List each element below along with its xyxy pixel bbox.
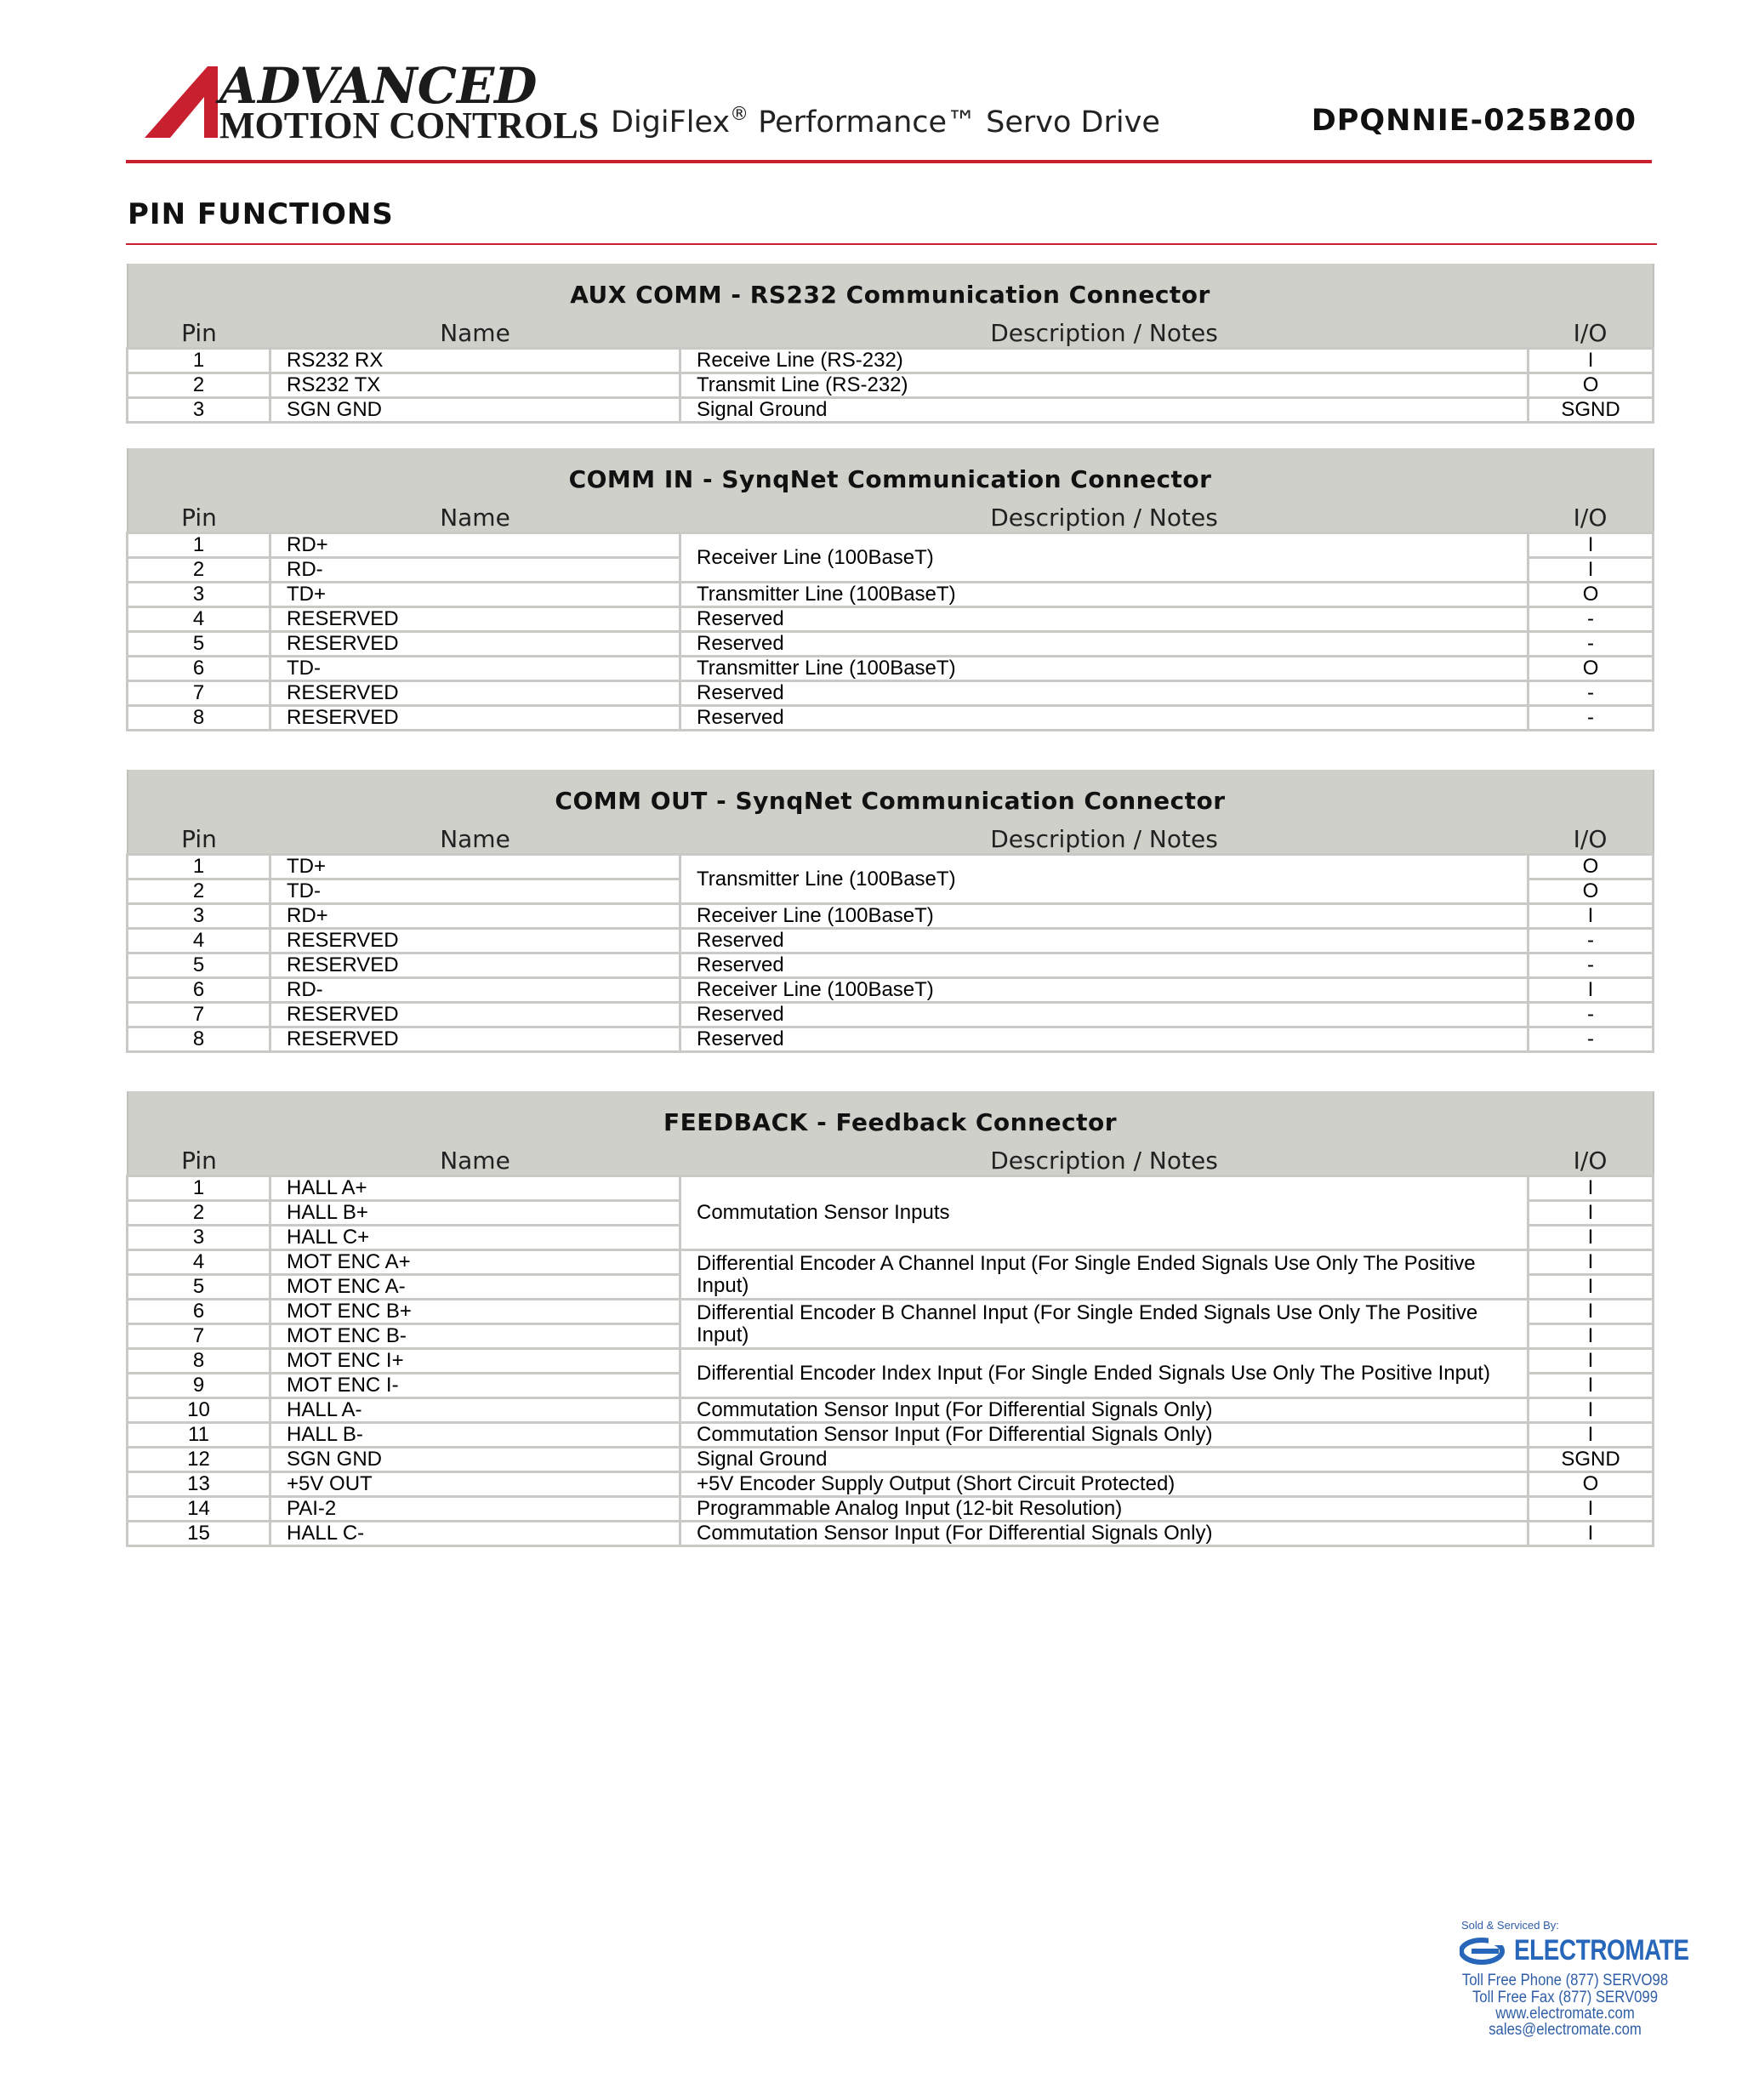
desc-cell: Receive Line (RS-232) bbox=[680, 349, 1529, 373]
io-cell: I bbox=[1529, 1201, 1654, 1226]
name-cell: RESERVED bbox=[270, 929, 680, 953]
pin-cell: 4 bbox=[128, 607, 270, 632]
pin-cell: 10 bbox=[128, 1398, 270, 1423]
col-header-desc: Description / Notes bbox=[680, 501, 1529, 533]
desc-cell: Programmable Analog Input (12-bit Resolution) bbox=[680, 1497, 1529, 1522]
name-cell: RD+ bbox=[270, 904, 680, 929]
io-cell: O bbox=[1529, 855, 1654, 879]
col-header-name: Name bbox=[270, 316, 680, 349]
io-cell: SGND bbox=[1529, 398, 1654, 423]
io-cell: I bbox=[1529, 1275, 1654, 1300]
table-row bbox=[128, 1448, 1654, 1472]
io-cell: I bbox=[1529, 1176, 1654, 1201]
name-cell: TD- bbox=[270, 657, 680, 681]
table-row bbox=[128, 1497, 1654, 1522]
col-header-desc: Description / Notes bbox=[680, 1144, 1529, 1176]
pin-cell: 1 bbox=[128, 1176, 270, 1201]
table-row bbox=[128, 1423, 1654, 1448]
section-title: PIN FUNCTIONS bbox=[128, 197, 394, 231]
pin-cell: 4 bbox=[128, 1250, 270, 1275]
table-row bbox=[128, 929, 1654, 953]
name-cell: TD+ bbox=[270, 855, 680, 879]
table-title: FEEDBACK - Feedback Connector bbox=[128, 1091, 1654, 1144]
header-divider bbox=[126, 160, 1652, 163]
col-header-name: Name bbox=[270, 1144, 680, 1176]
table-row bbox=[128, 1027, 1654, 1052]
table-row bbox=[128, 953, 1654, 978]
name-cell: RESERVED bbox=[270, 607, 680, 632]
name-cell: RESERVED bbox=[270, 953, 680, 978]
io-cell: - bbox=[1529, 607, 1654, 632]
desc-cell: Reserved bbox=[680, 607, 1529, 632]
name-cell: HALL C+ bbox=[270, 1226, 680, 1250]
name-cell: TD+ bbox=[270, 583, 680, 607]
io-cell: I bbox=[1529, 904, 1654, 929]
table-row bbox=[128, 1349, 1654, 1374]
table-row bbox=[128, 583, 1654, 607]
pin-cell: 3 bbox=[128, 904, 270, 929]
footer-website[interactable]: www.electromate.com bbox=[1495, 2005, 1635, 2023]
io-cell: I bbox=[1529, 1522, 1654, 1546]
name-cell: RESERVED bbox=[270, 1027, 680, 1052]
name-cell: RS232 TX bbox=[270, 373, 680, 398]
desc-cell: Reserved bbox=[680, 681, 1529, 706]
desc-cell: Differential Encoder B Channel Input (For Single Ended Signals Use Only The Positive Input) bbox=[680, 1300, 1529, 1349]
desc-cell: Transmitter Line (100BaseT) bbox=[680, 583, 1529, 607]
desc-cell: Reserved bbox=[680, 632, 1529, 657]
table-row bbox=[128, 681, 1654, 706]
col-header-pin: Pin bbox=[128, 501, 270, 533]
distributor-footer bbox=[1446, 1919, 1689, 2039]
io-cell: I bbox=[1529, 1398, 1654, 1423]
desc-cell: Reserved bbox=[680, 929, 1529, 953]
name-cell: RD- bbox=[270, 558, 680, 583]
pin-cell: 5 bbox=[128, 1275, 270, 1300]
table-row bbox=[128, 349, 1654, 373]
col-header-pin: Pin bbox=[128, 822, 270, 855]
pin-cell: 8 bbox=[128, 706, 270, 731]
name-cell: RD- bbox=[270, 978, 680, 1003]
io-cell: I bbox=[1529, 1374, 1654, 1398]
io-cell: I bbox=[1529, 349, 1654, 373]
name-cell: SGN GND bbox=[270, 398, 680, 423]
page-header bbox=[0, 0, 1742, 170]
table-row bbox=[128, 373, 1654, 398]
io-cell: - bbox=[1529, 706, 1654, 731]
table-row bbox=[128, 657, 1654, 681]
name-cell: MOT ENC I+ bbox=[270, 1349, 680, 1374]
feedback-table bbox=[126, 1091, 1654, 1547]
pin-cell: 6 bbox=[128, 1300, 270, 1324]
desc-cell: Commutation Sensor Input (For Differential Signals Only) bbox=[680, 1398, 1529, 1423]
table-row bbox=[128, 1472, 1654, 1497]
io-cell: SGND bbox=[1529, 1448, 1654, 1472]
pin-cell: 5 bbox=[128, 632, 270, 657]
col-header-io: I/O bbox=[1529, 316, 1654, 349]
table-row bbox=[128, 1300, 1654, 1324]
table-row bbox=[128, 978, 1654, 1003]
io-cell: - bbox=[1529, 1027, 1654, 1052]
table-row bbox=[128, 1176, 1654, 1201]
col-header-desc: Description / Notes bbox=[680, 822, 1529, 855]
company-logo bbox=[145, 57, 600, 146]
desc-cell: Reserved bbox=[680, 1003, 1529, 1027]
desc-cell: Reserved bbox=[680, 1027, 1529, 1052]
col-header-io: I/O bbox=[1529, 822, 1654, 855]
io-cell: O bbox=[1529, 657, 1654, 681]
io-cell: O bbox=[1529, 879, 1654, 904]
name-cell: TD- bbox=[270, 879, 680, 904]
io-cell: - bbox=[1529, 953, 1654, 978]
name-cell: PAI-2 bbox=[270, 1497, 680, 1522]
name-cell: MOT ENC B- bbox=[270, 1324, 680, 1349]
col-header-io: I/O bbox=[1529, 1144, 1654, 1176]
desc-cell: +5V Encoder Supply Output (Short Circuit Protected) bbox=[680, 1472, 1529, 1497]
table-row bbox=[128, 1398, 1654, 1423]
io-cell: O bbox=[1529, 373, 1654, 398]
name-cell: +5V OUT bbox=[270, 1472, 680, 1497]
io-cell: I bbox=[1529, 1423, 1654, 1448]
desc-cell: Receiver Line (100BaseT) bbox=[680, 904, 1529, 929]
footer-phone: Toll Free Phone (877) SERVO98 bbox=[1461, 1972, 1669, 1989]
pin-cell: 2 bbox=[128, 879, 270, 904]
name-cell: MOT ENC I- bbox=[270, 1374, 680, 1398]
col-header-pin: Pin bbox=[128, 1144, 270, 1176]
table-row bbox=[128, 632, 1654, 657]
comm-out-table bbox=[126, 770, 1654, 1053]
desc-cell: Reserved bbox=[680, 706, 1529, 731]
pin-cell: 5 bbox=[128, 953, 270, 978]
name-cell: MOT ENC B+ bbox=[270, 1300, 680, 1324]
io-cell: O bbox=[1529, 1472, 1654, 1497]
io-cell: I bbox=[1529, 1497, 1654, 1522]
col-header-desc: Description / Notes bbox=[680, 316, 1529, 349]
desc-cell: Signal Ground bbox=[680, 398, 1529, 423]
pin-cell: 8 bbox=[128, 1027, 270, 1052]
pin-cell: 14 bbox=[128, 1497, 270, 1522]
table-row bbox=[128, 855, 1654, 879]
desc-cell: Transmitter Line (100BaseT) bbox=[680, 855, 1529, 904]
name-cell: MOT ENC A+ bbox=[270, 1250, 680, 1275]
io-cell: I bbox=[1529, 1324, 1654, 1349]
table-row bbox=[128, 904, 1654, 929]
io-cell: O bbox=[1529, 583, 1654, 607]
pin-cell: 2 bbox=[128, 1201, 270, 1226]
io-cell: - bbox=[1529, 1003, 1654, 1027]
col-header-name: Name bbox=[270, 822, 680, 855]
aux-comm-table bbox=[126, 264, 1654, 424]
section-divider bbox=[126, 243, 1657, 245]
pin-cell: 12 bbox=[128, 1448, 270, 1472]
io-cell: I bbox=[1529, 1250, 1654, 1275]
io-cell: I bbox=[1529, 1226, 1654, 1250]
pin-cell: 9 bbox=[128, 1374, 270, 1398]
pin-cell: 11 bbox=[128, 1423, 270, 1448]
pin-cell: 2 bbox=[128, 373, 270, 398]
io-cell: - bbox=[1529, 681, 1654, 706]
name-cell: HALL A- bbox=[270, 1398, 680, 1423]
pin-cell: 6 bbox=[128, 657, 270, 681]
pin-cell: 7 bbox=[128, 1324, 270, 1349]
name-cell: HALL B- bbox=[270, 1423, 680, 1448]
io-cell: I bbox=[1529, 558, 1654, 583]
electromate-brand: ELECTROMATE bbox=[1514, 1934, 1689, 1966]
io-cell: - bbox=[1529, 929, 1654, 953]
pin-cell: 8 bbox=[128, 1349, 270, 1374]
table-title: COMM OUT - SynqNet Communication Connector bbox=[128, 770, 1654, 822]
logo-text-motion-controls: MOTION CONTROLS bbox=[219, 105, 600, 146]
name-cell: RD+ bbox=[270, 533, 680, 558]
col-header-name: Name bbox=[270, 501, 680, 533]
product-prefix: DigiFlex bbox=[611, 105, 731, 139]
table-row bbox=[128, 533, 1654, 558]
table-title: AUX COMM - RS232 Communication Connector bbox=[128, 264, 1654, 316]
desc-cell: Receiver Line (100BaseT) bbox=[680, 533, 1529, 583]
io-cell: I bbox=[1529, 978, 1654, 1003]
table-row bbox=[128, 398, 1654, 423]
sold-by-label: Sold & Serviced By: bbox=[1461, 1919, 1559, 1932]
name-cell: RS232 RX bbox=[270, 349, 680, 373]
name-cell: HALL C- bbox=[270, 1522, 680, 1546]
part-number: DPQNNIE-025B200 bbox=[1311, 104, 1637, 138]
desc-cell: Signal Ground bbox=[680, 1448, 1529, 1472]
product-name bbox=[611, 104, 1160, 139]
desc-cell: Commutation Sensor Input (For Differential Signals Only) bbox=[680, 1423, 1529, 1448]
io-cell: I bbox=[1529, 533, 1654, 558]
desc-cell: Receiver Line (100BaseT) bbox=[680, 978, 1529, 1003]
io-cell: I bbox=[1529, 1349, 1654, 1374]
pin-cell: 3 bbox=[128, 1226, 270, 1250]
table-row bbox=[128, 607, 1654, 632]
footer-fax: Toll Free Fax (877) SERV099 bbox=[1472, 1989, 1659, 2006]
pin-cell: 7 bbox=[128, 1003, 270, 1027]
desc-cell: Transmitter Line (100BaseT) bbox=[680, 657, 1529, 681]
pin-cell: 1 bbox=[128, 855, 270, 879]
col-header-io: I/O bbox=[1529, 501, 1654, 533]
name-cell: SGN GND bbox=[270, 1448, 680, 1472]
name-cell: RESERVED bbox=[270, 681, 680, 706]
name-cell: RESERVED bbox=[270, 1003, 680, 1027]
name-cell: HALL B+ bbox=[270, 1201, 680, 1226]
name-cell: MOT ENC A- bbox=[270, 1275, 680, 1300]
desc-cell: Commutation Sensor Input (For Differential Signals Only) bbox=[680, 1522, 1529, 1546]
io-cell: I bbox=[1529, 1300, 1654, 1324]
pin-cell: 3 bbox=[128, 583, 270, 607]
name-cell: HALL A+ bbox=[270, 1176, 680, 1201]
pin-cell: 13 bbox=[128, 1472, 270, 1497]
desc-cell: Differential Encoder Index Input (For Single Ended Signals Use Only The Positive Input) bbox=[680, 1349, 1529, 1398]
pin-cell: 6 bbox=[128, 978, 270, 1003]
footer-email[interactable]: sales@electromate.com bbox=[1489, 2021, 1642, 2039]
desc-cell: Reserved bbox=[680, 953, 1529, 978]
logo-text-advanced: ADVANCED bbox=[219, 57, 538, 115]
desc-cell: Transmit Line (RS-232) bbox=[680, 373, 1529, 398]
desc-cell: Differential Encoder A Channel Input (For Single Ended Signals Use Only The Positive Input) bbox=[680, 1250, 1529, 1300]
name-cell: RESERVED bbox=[270, 632, 680, 657]
pin-cell: 2 bbox=[128, 558, 270, 583]
io-cell: - bbox=[1529, 632, 1654, 657]
pin-cell: 4 bbox=[128, 929, 270, 953]
pin-cell: 1 bbox=[128, 349, 270, 373]
desc-cell: Commutation Sensor Inputs bbox=[680, 1176, 1529, 1250]
comm-in-table bbox=[126, 448, 1654, 731]
logo-triangle-icon bbox=[145, 66, 221, 138]
table-row bbox=[128, 706, 1654, 731]
pin-cell: 1 bbox=[128, 533, 270, 558]
pin-cell: 7 bbox=[128, 681, 270, 706]
registered-mark: ® bbox=[730, 104, 749, 125]
electromate-logo-icon bbox=[1460, 1936, 1511, 1966]
table-title: COMM IN - SynqNet Communication Connector bbox=[128, 448, 1654, 501]
table-row bbox=[128, 1003, 1654, 1027]
pin-cell: 3 bbox=[128, 398, 270, 423]
table-row bbox=[128, 1522, 1654, 1546]
pin-cell: 15 bbox=[128, 1522, 270, 1546]
name-cell: RESERVED bbox=[270, 706, 680, 731]
table-row bbox=[128, 1250, 1654, 1275]
col-header-pin: Pin bbox=[128, 316, 270, 349]
product-suffix: Performance™ Servo Drive bbox=[749, 105, 1160, 139]
